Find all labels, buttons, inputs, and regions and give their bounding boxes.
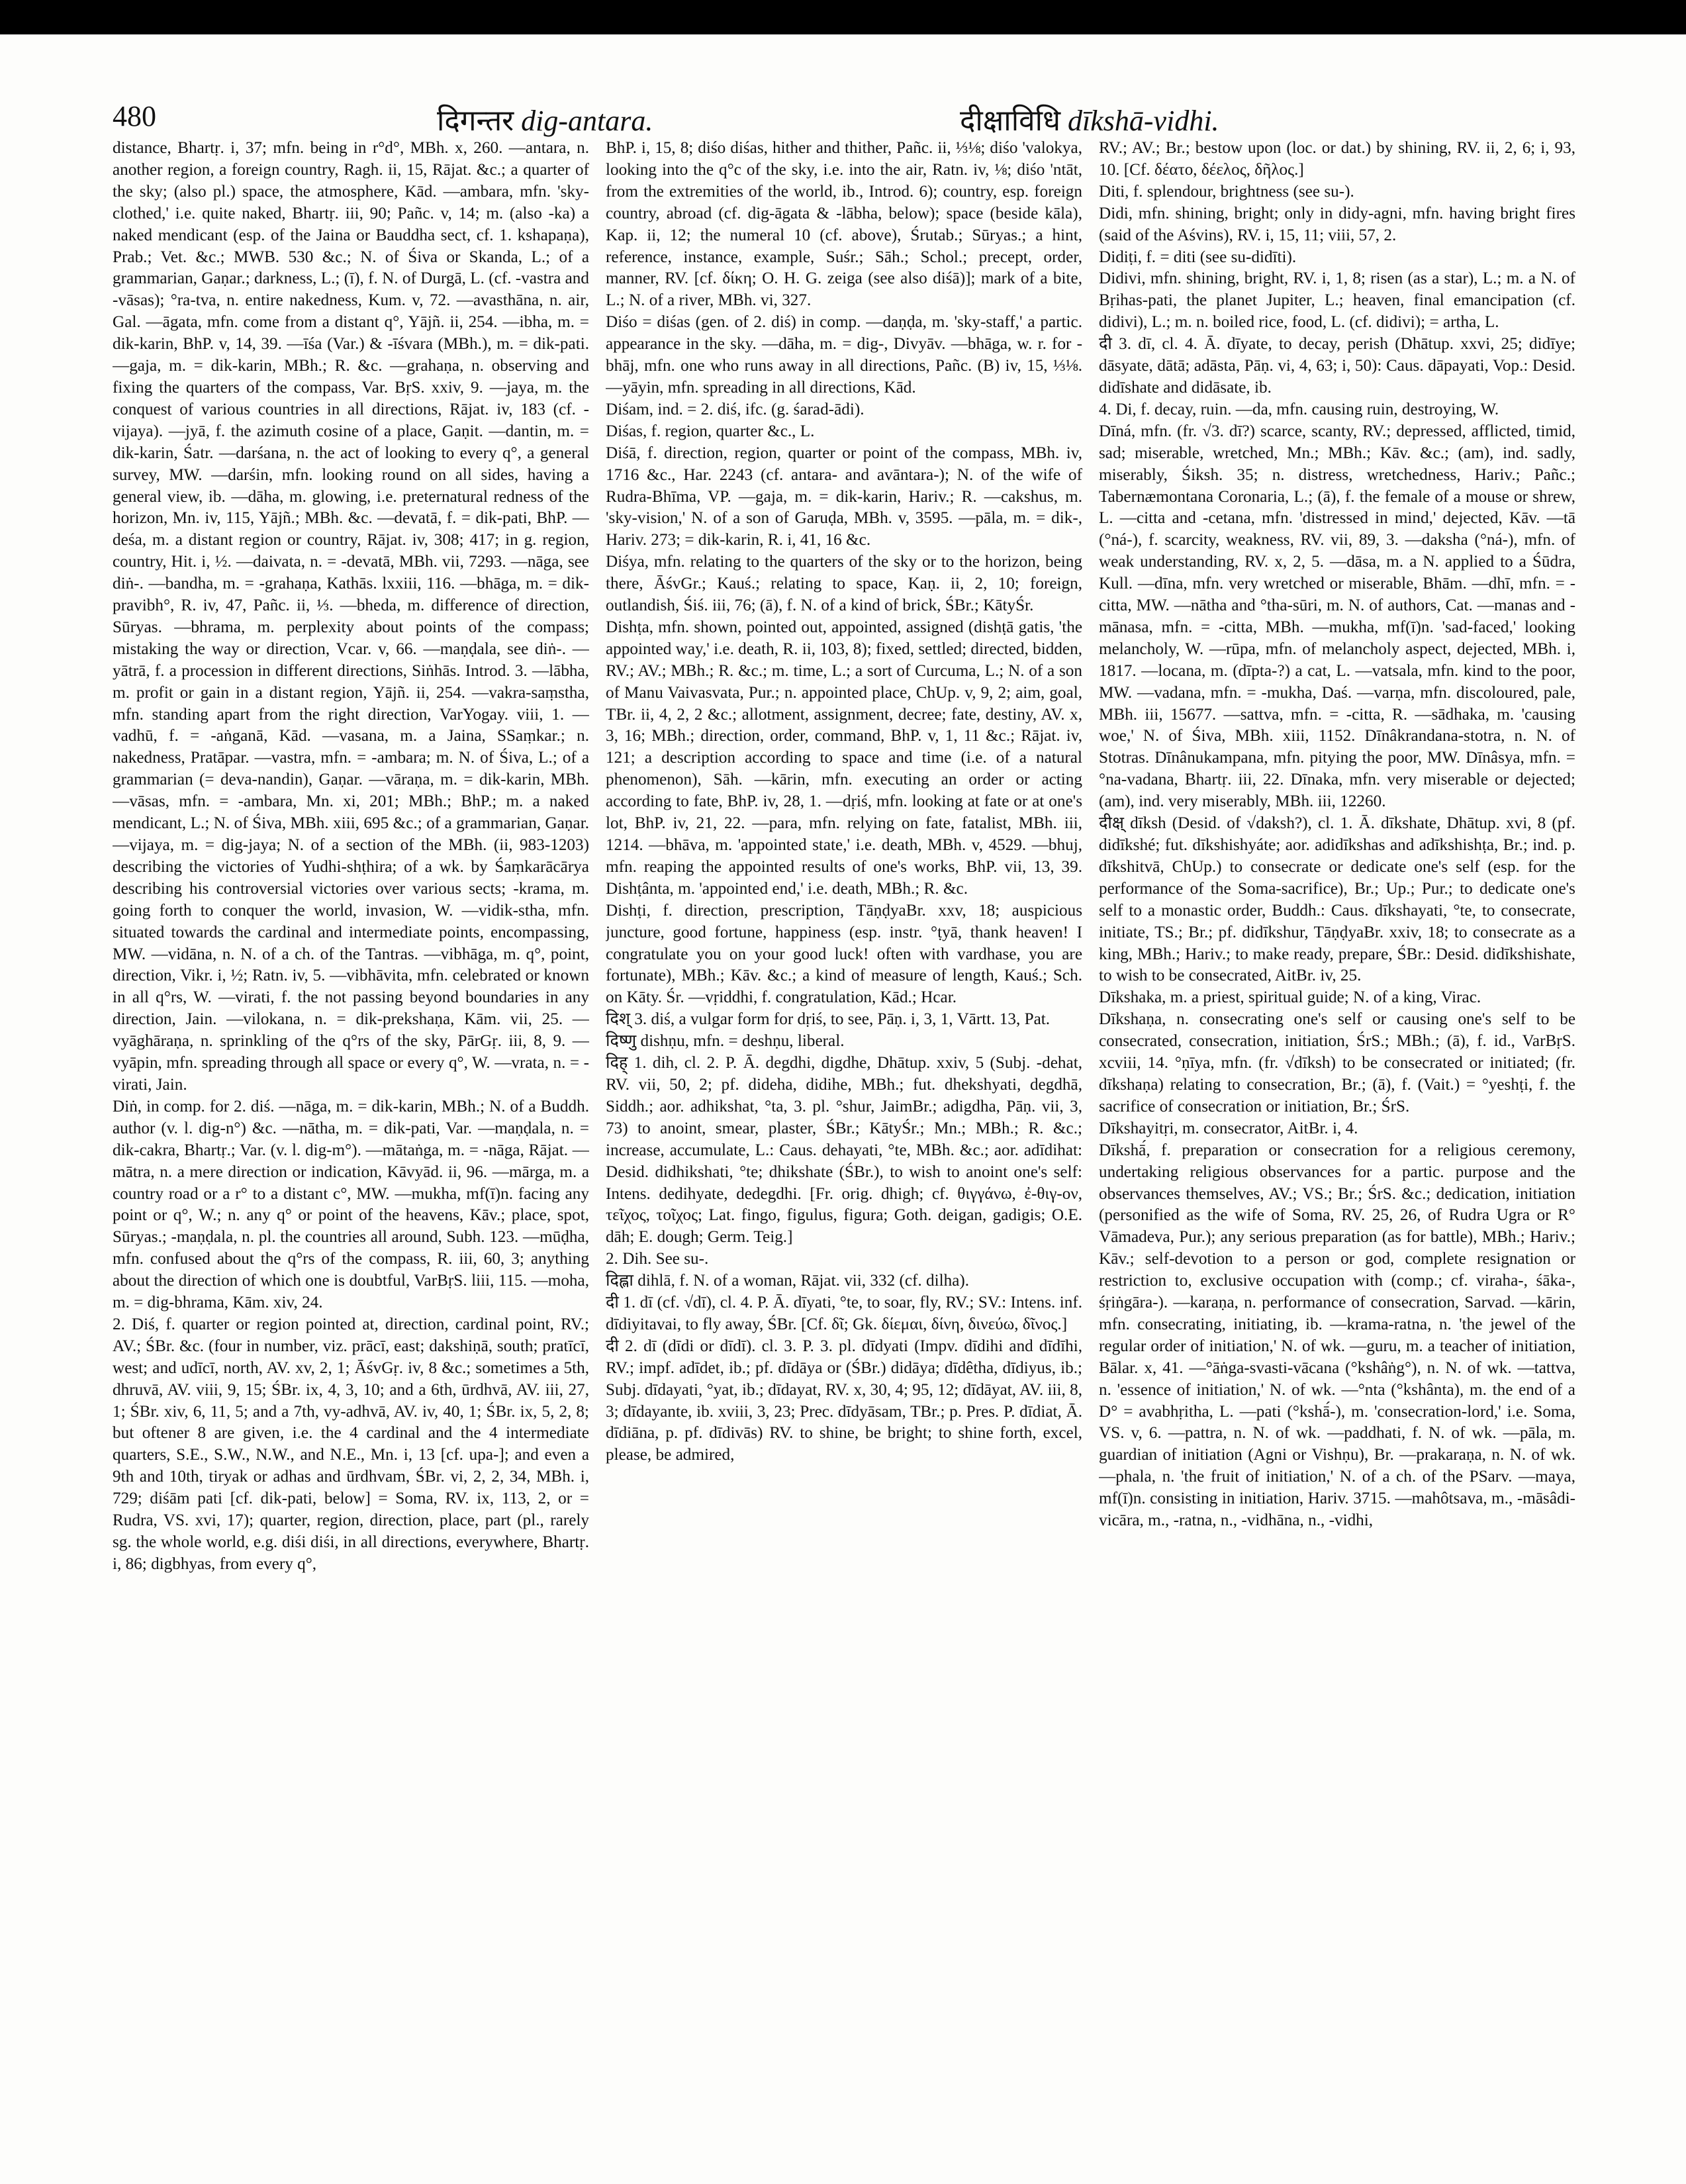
dictionary-entry: 2. Dih. See su-. (606, 1250, 709, 1268)
dictionary-entry: Diti, f. splendour, brightness (see su-). (1099, 182, 1354, 201)
dictionary-entry: दी 1. dī (cf. √dī), cl. 4. P. Ā. dīyati, °te, to soar, fly, RV.; SV.: Intens. inf. dīdiyitavai, to fly away, ŚBr. [Cf. δῖ; Gk. δίεμαι, δίνη, δινεύω, δῖνος.] (606, 1294, 1082, 1333)
dictionary-entry: दिश् 3. diś, a vulgar form for dṛiś, to see, Pāṇ. i, 3, 1, Vārtt. 13, Pat. (606, 1010, 1051, 1029)
dictionary-entry: BhP. i, 15, 8; diśo diśas, hither and thither, Pañc. ii, ⅓⅛; diśo 'valokya, looking into the q°c of the sky, i.e. into the air, Ratn. iv, ⅛; diśo 'ntāt, from the extremities of the world, ib., Introd. 6); country, esp. foreign country, abroad (cf. dig-āgata & -lābha, below); space (beside kāla), Kap. ii, 12; the numeral 10 (cf. above), Śrutab.; Sūryas.; a hint, reference, instance, example, Suśr.; Sāh.; Schol.; precept, order, manner, RV. [cf. δίκη; O. H. G. zeiga (see also diśā)]; mark of a bite, L.; N. of a river, MBh. vi, 327. (606, 139, 1082, 310)
dictionary-column-1 (113, 138, 589, 2170)
left-headword-roman: dig-antara. (521, 105, 653, 137)
dictionary-entry: Didi, mfn. shining, bright; only in didy-agni, mfn. having bright fires (said of the Aśvins), RV. i, 15, 11; viii, 57, 2. (1099, 204, 1575, 244)
dictionary-column-3 (1099, 138, 1575, 2170)
dictionary-entry: दी 2. dī (dīdi or dīdī). cl. 3. P. 3. pl. dīdyati (Impv. dīdihi and dīdīhi, RV.; impf. adīdet, ib.; pf. dīdāya or (ŚBr.) didāya; dīdêtha, dīdiyus, ib.; Subj. dīdayati, °yat, ib.; dīdayat, RV. x, 30, 4; 95, 12; dīdāyat, AV. iii, 8, 3; dīdayante, ib. xviii, 3, 23; Prec. dīdyāsam, TBr.; p. Pres. P. dīdiat, Ā. dīdiāna, p. pf. dīdivās) RV. to shine, be bright; to shine forth, excel, please, be admired, (606, 1337, 1082, 1464)
dictionary-entry: Dīkshā́, f. preparation or consecration for a religious ceremony, undertaking religious observances for a partic. purpose and the observances themselves, AV.; VS.; Br.; ŚrS. &c.; dedication, initiation (personified as the wife of Soma, RV. 25, 26, of Rudra Ugra or R° Vāmadeva, Pur.); any serious preparation (as for battle), MBh.; Hariv.; Kāv.; self-devotion to a person or god, complete resignation or restriction to, exclusive occupation with (comp.; cf. viraha-, śāka-, śṛiṅgāra-). —karaṇa, n. performance of consecration, Sarvad. —kārin, mfn. consecrating, initiating, ib. —krama-ratna, n. 'the jewel of the regular order of initiation,' N. of wk. —guru, m. a teacher of initiation, Bālar. x, 41. —°āṅga-svasti-vācana (°kshâṅg°), n. N. of wk. —tattva, n. 'essence of initiation,' N. of wk. —°nta (°kshânta), m. the end of a D° = avabhṛitha, L. —pati (°kshā́-), m. 'consecration-lord,' i.e. Soma, VS. v, 6. —pattra, n. N. of wk. —paddhati, f. N. of wk. —pāla, m. guardian of initiation (Agni or Vishṇu), Br. —prakaraṇa, n. N. of wk. —phala, n. 'the fruit of initiation,' N. of a ch. of the PSarv. —maya, mf(ī)n. consisting in initiation, Hariv. 3715. —mahôtsava, m., -māsâdi-vicāra, m., -ratna, n., -vidhāna, n., -vidhi, (1099, 1141, 1575, 1530)
dictionary-entry: 4. Di, f. decay, ruin. —da, mfn. causing ruin, destroying, W. (1099, 400, 1499, 418)
dictionary-entry: दिह्ला dihlā, f. N. of a woman, Rājat. vii, 332 (cf. dilha). (606, 1272, 970, 1290)
dictionary-entry: RV.; AV.; Br.; bestow upon (loc. or dat.) by shining, RV. ii, 2, 6; i, 93, 10. [Cf. δέατο, δέελος, δῆλος.] (1099, 139, 1575, 179)
dictionary-entry: Diṅ, in comp. for 2. diś. —nāga, m. = dik-karin, MBh.; N. of a Buddh. author (v. l. dig-n°) &c. —nātha, m. = dik-pati, Var. —maṇḍala, n. = dik-cakra, Bhartṛ.; Var. (v. l. dig-m°). —mātaṅga, m. = -nāga, Rājat. —mātra, n. a mere direction or indication, Kāvyād. ii, 96. —mārga, m. a country road or a r° to a distant c°, MW. —mukha, mf(ī)n. facing any point or q°, W.; n. any q° or point of the heavens, Kāv.; place, spot, Sūryas.; -maṇḍala, n. pl. the countries all around, Subh. 123. —mūḍha, mfn. confused about the q°rs of the compass, R. iii, 60, 3; anything about the direction of which one is doubtful, VarBṛS. liii, 115. —moha, m. = dig-bhrama, Kām. xiv, 24. (113, 1097, 589, 1312)
dictionary-entry: Diśo = diśas (gen. of 2. diś) in comp. —daṇḍa, m. 'sky-staff,' a partic. appearance in the sky. —dāha, m. = dig-, Divyāv. —bhāga, w. r. for -bhāj, mfn. one who runs away in all directions, Pañc. (B) iv, 15, ⅓⅛. —yāyin, mfn. spreading in all directions, Kād. (606, 313, 1082, 397)
right-headword-roman: dīkshā-vidhi. (1068, 105, 1219, 137)
dictionary-entry: Didiṭi, f. = diti (see su-didīti). (1099, 248, 1297, 266)
left-headword-devanagari: दिगन्तर (437, 105, 514, 137)
dictionary-entry: Diśas, f. region, quarter &c., L. (606, 422, 815, 440)
page-header (113, 99, 1582, 139)
dictionary-entry: Dīkshayitṛi, m. consecrator, AitBr. i, 4. (1099, 1119, 1358, 1137)
dictionary-entry: Didivi, mfn. shining, bright, RV. i, 1, 8; risen (as a star), L.; m. a N. of Bṛihas-pati, the planet Jupiter, L.; heaven, final emancipation (cf. didivi), L.; m. n. boiled rice, food, L. (cf. didivi); = artha, L. (1099, 269, 1575, 332)
top-black-bar (0, 0, 1686, 34)
dictionary-entry: दीक्ष् dīksh (Desid. of √daksh?), cl. 1. Ā. dīkshate, Dhātup. xvi, 8 (pf. didīkshé; fut. dīkshishyáte; aor. adidīkshas and adīkshishṭa, Br.; ind. p. dīkshitvā, ChUp.) to consecrate or dedicate one's self (esp. for the performance of the Soma-sacrifice), Br.; Up.; Pur.; to dedicate one's self to a monastic order, Buddh.: Caus. dīkshayati, °te, to consecrate, initiate, TS.; Br.; pf. didīkshur, TāṇḍyaBr. xxiv, 18; to consecrate as a king, MBh.; Hariv.; to make ready, prepare, ŚBr.: Desid. didīkshishate, to wish to be consecrated, AitBr. iv, 25. (1099, 814, 1575, 985)
dictionary-entry: 2. Diś, f. quarter or region pointed at, direction, cardinal point, RV.; AV.; ŚBr. &c. (four in number, viz. prācī, east; dakshiṇā, south; pratīcī, west; and udīcī, north, AV. xv, 2, 1; ĀśvGṛ. iv, 8 &c.; sometimes a 5th, dhruvā, AV. viii, 9, 15; ŚBr. ix, 4, 3, 10; and a 6th, ūrdhvā, AV. iii, 27, 1; ŚBr. xiv, 6, 11, 5; and a 7th, vy-adhvā, AV. iv, 40, 1; ŚBr. ix, 5, 2, 8; but oftener 8 are given, i.e. the 4 cardinal and the 4 intermediate quarters, S.E., S.W., N.W., and N.E., Mn. i, 13 [cf. upa-]; and even a 9th and 10th, tiryak or adhas and ūrdhvam, ŚBr. vi, 2, 2, 34, MBh. i, 729; diśām pati [cf. dik-pati, below] = Soma, RV. ix, 113, 2, or = Rudra, VS. xvi, 17); quarter, region, direction, place, part (pl., rarely sg. the whole world, e.g. diśi diśi, in all directions, everywhere, Bhartṛ. i, 86; digbhyas, from every q°, (113, 1315, 589, 1573)
dictionary-entry: Diśya, mfn. relating to the quarters of the sky or to the horizon, being there, ĀśvGr.; Kauś.; relating to space, Kaṇ. ii, 2, 10; foreign, outlandish, Śiś. iii, 76; (ā), f. N. of a kind of brick, ŚBr.; KātyŚr. (606, 553, 1082, 615)
dictionary-entry: Dīkshaka, m. a priest, spiritual guide; N. of a king, Virac. (1099, 988, 1481, 1007)
dictionary-entry: Dishṭi, f. direction, prescription, TāṇḍyaBr. xxv, 18; auspicious juncture, good fortune, happiness (esp. instr. °ṭyā, thank heaven! I congratulate you on your good luck! often with vardhase, you are fortunate), MBh.; Kāv. &c.; a kind of measure of length, Kauś.; Sch. on Kāty. Śr. —vṛiddhi, f. congratulation, Kād.; Hcar. (606, 901, 1082, 1007)
dictionary-entry: Dīná, mfn. (fr. √3. dī?) scarce, scanty, RV.; depressed, afflicted, timid, sad; miserable, wretched, Mn.; MBh.; Kāv. &c.; (am), ind. sadly, miserably, Śiksh. 35; n. distress, wretchedness, Hariv.; Pañc.; Tabernæmontana Coronaria, L.; (ā), f. the female of a mouse or shrew, L. —citta and -cetana, mfn. 'distressed in mind,' dejected, Kāv. —tā (°ná-), f. scarcity, weakness, RV. vii, 89, 3. —daksha (°ná-), mfn. of weak understanding, RV. x, 2, 5. —dāsa, m. a N. applied to a Śūdra, Kull. —dīna, mfn. very wretched or miserable, Bhām. —dhī, mfn. = -citta, MW. —nātha and °tha-sūri, m. N. of authors, Cat. —manas and -mānasa, mfn. = -citta, MBh. —mukha, mf(ī)n. 'sad-faced,' looking melancholy, W. —rūpa, mfn. of melancholy aspect, dejected, MBh. i, 1817. —locana, m. (dīpta-?) a cat, L. —vatsala, mfn. kind to the poor, MW. —vadana, mfn. = -mukha, Daś. —varṇa, mfn. discoloured, pale, MBh. iii, 15677. —sattva, mfn. = -citta, R. —sādhaka, m. 'causing woe,' N. of Śiva, MBh. xiii, 1152. Dīnâkrandana-stotra, n. N. of Stotras. Dīnânukampana, mfn. pitying the poor, MW. Dīnâsya, mfn. = °na-vadana, Bhartṛ. iii, 22. Dīnaka, mfn. very miserable or dejected; (am), ind. very miserably, MBh. iii, 12260. (1099, 422, 1575, 811)
dictionary-entry: Diśam, ind. = 2. diś, ifc. (g. śarad-ādi). (606, 400, 865, 418)
dictionary-entry: दिष्णु dishṇu, mfn. = deshṇu, liberal. (606, 1032, 845, 1051)
dictionary-entry: दिह् 1. dih, cl. 2. P. Ā. degdhi, digdhe, Dhātup. xxiv, 5 (Subj. -dehat, RV. vii, 50, 2; pf. dideha, didihe, MBh.; fut. dhekshyati, degdhā, Siddh.; aor. adhikshat, °ta, 3. pl. °shur, JaimBr.; adigdha, Pāṇ. vii, 3, 73) to anoint, smear, plaster, ŚBr.; KātyŚr.; Mn.; MBh.; R. &c.; increase, accumulate, L.: Caus. dehayati, °te, MBh. &c.; aor. adīdihat: Desid. didhikshati, °te; dhikshate (ŚBr.), to wish to anoint one's self: Intens. dedihyate, dedegdhi. [Fr. orig. dhigh; cf. θιγγάνω, ἐ-θιγ-ον, τεῖχος, τοῖχος; Lat. fingo, figulus, figura; Goth. deigan, gadigis; O.E. dāh; E. dough; Germ. Teig.] (606, 1054, 1082, 1247)
dictionary-entry: distance, Bhartṛ. i, 37; mfn. being in r°d°, MBh. x, 260. —antara, n. another region, a foreign country, Ragh. ii, 15, Rājat. &c.; a quarter of the sky; (also pl.) space, the atmosphere, Kād. —ambara, mfn. 'sky-clothed,' i.e. quite naked, Bhartṛ. iii, 90; Pañc. v, 14; m. (also -ka) a naked mendicant (esp. of the Jaina or Bauddha sect, cf. 1. kshapaṇa), Prab.; Vet. &c.; MWB. 530 &c.; N. of Śiva or Skanda, L.; of a grammarian, Gaṇar.; darkness, L.; (ī), f. N. of Durgā, L. (cf. -vastra and -vāsas); °ra-tva, n. entire nakedness, Kum. v, 72. —avasthāna, n. air, Gal. —āgata, mfn. come from a distant q°, Yājñ. ii, 254. —ibha, m. = dik-karin, BhP. v, 14, 39. —īśa (Var.) & -īśvara (MBh.), m. = dik-pati. —gaja, m. = dik-karin, MBh.; R. &c. —grahaṇa, n. observing and fixing the quarters of the compass, Var. BṛS. xxiv, 9. —jaya, m. the conquest of various countries in all directions, Rājat. iv, 183 (cf. -vijaya). —jyā, f. the azimuth cosine of a place, Gaṇit. —dantin, m. = dik-karin, Śatr. —darśana, n. the act of looking to every q°, a general survey, MW. —darśin, mfn. looking round on all sides, having a general view, ib. —dāha, m. glowing, i.e. preternatural redness of the horizon, Mn. iv, 115, Yājñ.; MBh. &c. —devatā, f. = dik-pati, BhP. —deśa, m. a distant region or country, Rājat. iv, 308; 417; in g. region, country, Hit. i, ½. —daivata, n. = -devatā, MBh. vii, 7293. —nāga, see diṅ-. —bandha, m. = -grahaṇa, Kathās. lxxiii, 116. —bhāga, m. = dik-pravibh°, R. iv, 47, Pañc. ii, ⅓. —bheda, m. difference of direction, Sūryas. —bhrama, m. perplexity about points of the compass; mistaking the way or direction, Vcar. v, 66. —maṇḍala, see diṅ-. —yātrā, f. a procession in different directions, Siṅhās. Introd. 3. —lābha, m. profit or gain in a distant region, Yājñ. ii, 254. —vakra-saṃstha, mfn. standing apart from the right direction, VarYogay. viii, 1. —vadhū, f. = -aṅganā, Kād. —vasana, m. a Jaina, SSaṃkar.; n. nakedness, Pratāpar. —vastra, mfn. = -ambara; m. N. of Śiva, L.; of a grammarian (= deva-nandin), Gaṇar. —vāraṇa, m. = dik-karin, MBh. —vāsas, mfn. = -ambara, Mn. xi, 201; MBh.; BhP.; m. a naked mendicant, L.; N. of Śiva, MBh. xiii, 695 &c.; of a grammarian, Gaṇar. —vijaya, m. = dig-jaya; N. of a section of the MBh. (ii, 983-1203) describing the victories of Yudhi-shṭhira; of a wk. by Śaṃkarācārya describing his controversial victories over various sects; -krama, m. going forth to conquer the world, invasion, W. —vidik-stha, mfn. situated towards the cardinal and intermediate points, encompassing, MW. —vidāna, n. N. of a ch. of the Tantras. —vibhāga, m. q°, point, direction, Vikr. i, ½; Ratn. iv, 5. —vibhāvita, mfn. celebrated or known in all q°rs, W. —virati, f. the not passing beyond boundaries in any direction, Jain. —vilokana, n. = dik-prekshaṇa, Kām. vii, 25. —vyāghāraṇa, n. sprinkling of the q°rs of the sky, PārGṛ. iii, 8, 9. —vyāpin, mfn. spreading through all space or every q°, W. —vrata, n. = -virati, Jain. (113, 139, 589, 1094)
dictionary-entry: दी 3. dī, cl. 4. Ā. dīyate, to decay, perish (Dhātup. xxvi, 25; didīye; dāsyate, dātā; adāsta, Pāṇ. vi, 4, 63; i, 50): Caus. dāpayati, Vop.: Desid. didīshate and didāsate, ib. (1099, 335, 1575, 397)
left-running-head (437, 99, 653, 139)
dictionary-entry: Dīkshaṇa, n. consecrating one's self or causing one's self to be consecrated, consecration, initiation, ŚrS.; MBh.; (ā), f. id., VarBṛS. xcviii, 14. °ṇīya, mfn. (fr. √dīksh) to be consecrated or initiated; (fr. dīkshaṇa) relating to consecration, Br.; (ā), f. (Vait.) = °yeshṭi, f. the sacrifice of consecration or initiation, Br.; ŚrS. (1099, 1010, 1575, 1116)
right-running-head (960, 99, 1219, 139)
dictionary-entry: Diśā, f. direction, region, quarter or point of the compass, MBh. iv, 1716 &c., Har. 2243 (cf. antara- and avāntara-); N. of the wife of Rudra-Bhīma, VP. —gaja, m. = dik-karin, Hariv.; R. —cakshus, m. 'sky-vision,' N. of a son of Garuḍa, MBh. v, 3595. —pāla, m. = dik-, Hariv. 273; = dik-karin, R. i, 41, 16 &c. (606, 444, 1082, 549)
dictionary-entry: Dishṭa, mfn. shown, pointed out, appointed, assigned (dishṭā gatis, 'the appointed way,' i.e. death, R. ii, 103, 8); fixed, settled; directed, bidden, RV.; AV.; MBh.; R. &c.; m. time, L.; a sort of Curcuma, L.; N. of a son of Manu Vaivasvata, Pur.; n. appointed place, ChUp. v, 9, 2; aim, goal, TBr. ii, 4, 2, 2 &c.; allotment, assignment, decree; fate, destiny, AV. x, 3, 16; MBh.; direction, order, command, BhP. v, 1, 11 &c.; Rājat. iv, 121; a description according to space and time (i.e. of a natural phenomenon), Sāh. —kārin, mfn. executing an order or acting according to fate, BhP. iv, 28, 1. —dṛiś, mfn. looking at fate or at one's lot, BhP. iv, 21, 22. —para, mfn. relying on fate, fatalist, MBh. iii, 1214. —bhāva, m. 'appointed state,' i.e. death, MBh. v, 4529. —bhuj, mfn. reaping the appointed results of one's works, BhP. vii, 13, 39. Dishṭânta, m. 'appointed end,' i.e. death, MBh.; R. &c. (606, 618, 1082, 898)
page-number: 480 (113, 100, 156, 132)
right-headword-devanagari: दीक्षाविधि (960, 105, 1061, 137)
dictionary-column-2 (606, 138, 1082, 2170)
